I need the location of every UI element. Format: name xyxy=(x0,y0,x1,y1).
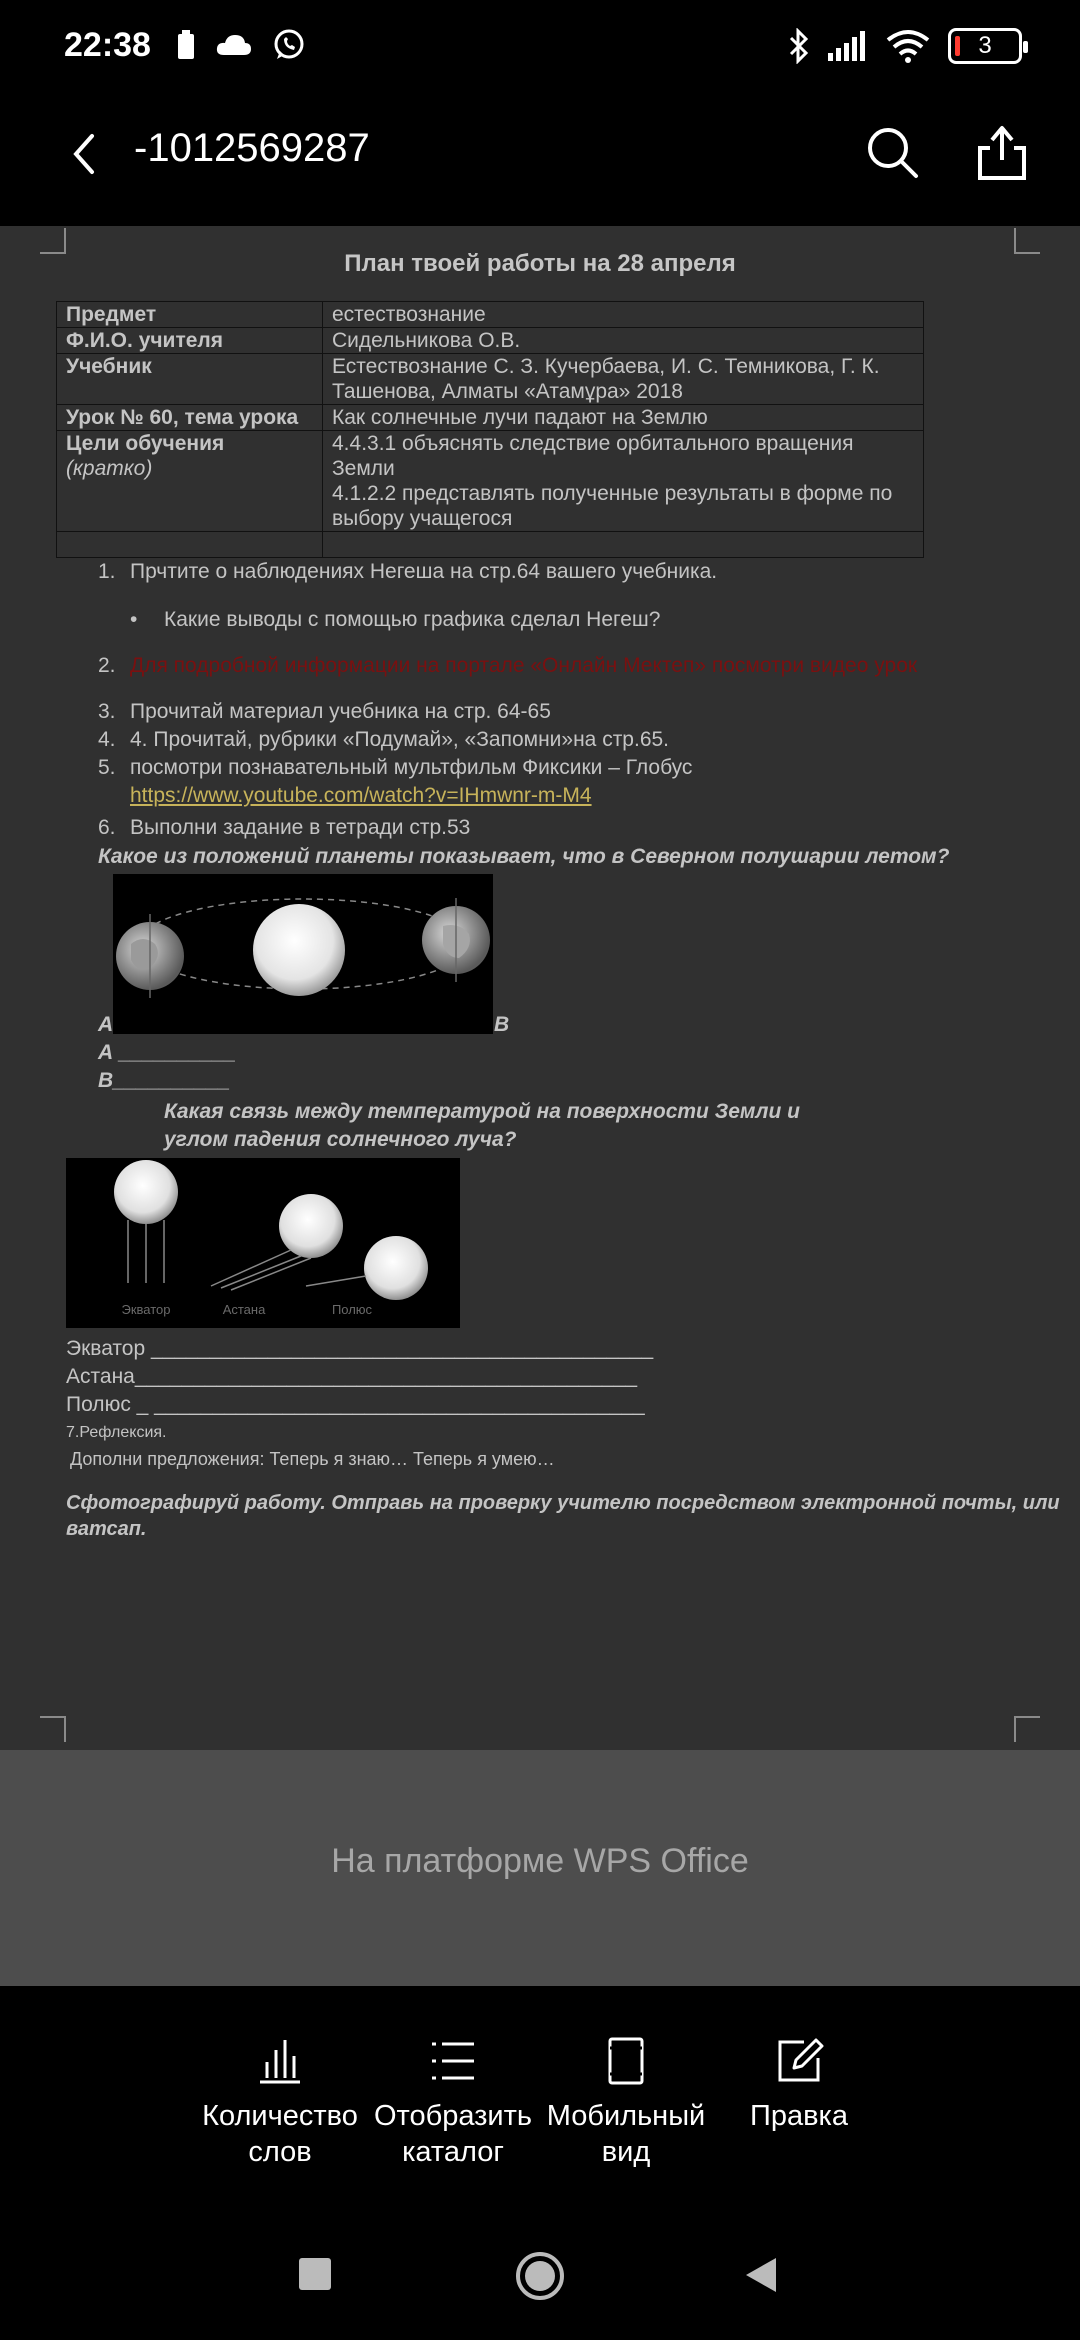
final-note-line-2: ватсап. xyxy=(66,1518,147,1540)
answer-pole: Полюс _ __________________________________________ xyxy=(66,1393,645,1416)
list-item: 4. Прочитай, рубрики «Подумай», «Запомни»на стр.65. xyxy=(130,728,670,751)
back-icon[interactable] xyxy=(56,124,116,184)
battery-saver-icon xyxy=(176,30,196,60)
table-value: естествознание xyxy=(323,302,924,328)
battery-level: 3 xyxy=(978,32,992,59)
img-label-pole: Полюс xyxy=(331,1302,373,1317)
list-item: Какие выводы с помощью графика сделал Негеш? xyxy=(164,608,661,631)
table-key: Ф.И.О. учителя xyxy=(57,328,323,354)
battery-icon xyxy=(948,28,1022,64)
mobile-view-icon xyxy=(601,2036,651,2086)
youtube-link[interactable]: https://www.youtube.com/watch?v=IHmwnr-m-M4 xyxy=(130,784,592,807)
tool-label: вид xyxy=(601,2136,651,2168)
show-catalog-button[interactable] xyxy=(363,2036,543,2170)
cloud-icon xyxy=(216,33,252,57)
table-key-label: Цели обучения xyxy=(66,432,225,455)
mobile-view-button[interactable] xyxy=(536,2036,716,2170)
sun-rays-image xyxy=(66,1158,460,1328)
whatsapp-icon xyxy=(272,28,306,62)
word-count-button[interactable] xyxy=(190,2036,370,2170)
clock: 22:38 xyxy=(64,26,151,64)
table-row xyxy=(57,302,924,328)
label-a: А xyxy=(98,1013,114,1036)
table-key xyxy=(57,532,323,558)
back-button[interactable] xyxy=(744,2256,778,2294)
bar-chart-icon xyxy=(255,2036,305,2086)
question-1: Какое из положений планеты показывает, что в Северном полушарии летом? xyxy=(98,845,950,868)
list-item: Выполни задание в тетради стр.53 xyxy=(130,816,471,839)
bluetooth-icon xyxy=(788,28,810,64)
list-icon xyxy=(428,2036,478,2086)
table-key xyxy=(57,431,323,532)
goal-1: 4.4.3.1 объяснять следствие орбитального вращения Земли xyxy=(332,432,854,480)
table-row xyxy=(57,328,924,354)
reflection-heading: 7.Рефлексия. xyxy=(66,1424,167,1441)
list-item: посмотри познавательный мультфильм Фиксики – Глобус xyxy=(130,756,693,779)
tool-label: Отобразить xyxy=(373,2100,533,2132)
orbit-image xyxy=(113,874,493,1034)
img-label-equator: Экватор xyxy=(121,1302,171,1317)
table-value xyxy=(323,532,924,558)
lesson-info-table xyxy=(56,301,924,558)
answer-equator: Экватор ___________________________________________ xyxy=(66,1337,654,1360)
table-value: Как солнечные лучи падают на Землю xyxy=(323,405,924,431)
list-number: 2. xyxy=(98,654,116,677)
signal-icon xyxy=(828,31,868,61)
share-icon[interactable] xyxy=(970,120,1034,184)
edit-icon xyxy=(774,2036,824,2086)
table-key-note: (кратко) xyxy=(66,457,153,480)
list-item: Прчтите о наблюдениях Негеша на стр.64 вашего учебника. xyxy=(130,560,718,583)
list-item: Прочитай материал учебника на стр. 64-65 xyxy=(130,700,551,723)
question-2-line-2: углом падения солнечного луча? xyxy=(164,1128,517,1151)
table-key: Предмет xyxy=(57,302,323,328)
table-row xyxy=(57,354,924,405)
list-number: 6. xyxy=(98,816,116,839)
document-page xyxy=(0,226,1080,1750)
list-number: 4. xyxy=(98,728,116,751)
list-item: Для подробной информации на портале «Онлайн Мектеп» посмотри видео урок xyxy=(130,654,918,677)
wps-platform-text: На платформе WPS Office xyxy=(331,1842,749,1880)
tool-label: Мобильный xyxy=(546,2100,706,2132)
edit-button[interactable] xyxy=(709,2036,889,2134)
app-header xyxy=(0,96,1080,226)
table-row xyxy=(57,431,924,532)
goal-2: 4.1.2.2 представлять полученные результаты в форме по выбору учащегося xyxy=(332,482,893,530)
answer-a: А __________ xyxy=(98,1041,236,1064)
recents-button[interactable] xyxy=(299,2258,331,2290)
reflection-text: Дополни предложения: Теперь я знаю… Теперь я умею… xyxy=(70,1449,555,1469)
list-number: 5. xyxy=(98,756,116,779)
answer-astana: Астана___________________________________________ xyxy=(66,1365,638,1388)
label-b: В xyxy=(494,1013,510,1036)
table-value: Сидельникова О.В. xyxy=(323,328,924,354)
wps-banner xyxy=(0,1750,1080,1986)
table-key: Учебник xyxy=(57,354,323,405)
document-title: -1012569287 xyxy=(134,126,370,170)
bottom-toolbar xyxy=(0,1986,1080,2210)
wifi-icon xyxy=(886,29,930,63)
plan-title: План твоей работы на 28 апреля xyxy=(344,250,736,277)
tool-label: Правка xyxy=(750,2100,848,2132)
table-key: Урок № 60, тема урока xyxy=(57,405,323,431)
table-row xyxy=(57,532,924,558)
answer-b: В__________ xyxy=(98,1069,230,1092)
bullet-dot: • xyxy=(130,608,138,631)
list-number: 3. xyxy=(98,700,116,723)
table-value: Естествознание С. З. Кучербаева, И. С. Темникова, Г. К. Ташенова, Алматы «Атамұра» 2018 xyxy=(323,354,924,405)
tool-label: Количество xyxy=(202,2100,358,2132)
home-button[interactable] xyxy=(514,2250,566,2302)
img-label-astana: Астана xyxy=(222,1302,266,1317)
status-bar xyxy=(0,0,1080,96)
table-row xyxy=(57,405,924,431)
tool-label: каталог xyxy=(402,2136,504,2168)
table-value xyxy=(323,431,924,532)
document-view[interactable] xyxy=(0,226,1080,1750)
tool-label: слов xyxy=(248,2136,312,2168)
final-note-line-1: Сфотографируй работу. Отправь на проверку учителю посредством электронной почты, или xyxy=(66,1492,1060,1514)
system-nav-bar xyxy=(0,2210,1080,2340)
question-2-line-1: Какая связь между температурой на поверхности Земли и xyxy=(164,1100,800,1123)
search-icon[interactable] xyxy=(862,122,922,182)
list-number: 1. xyxy=(98,560,116,583)
